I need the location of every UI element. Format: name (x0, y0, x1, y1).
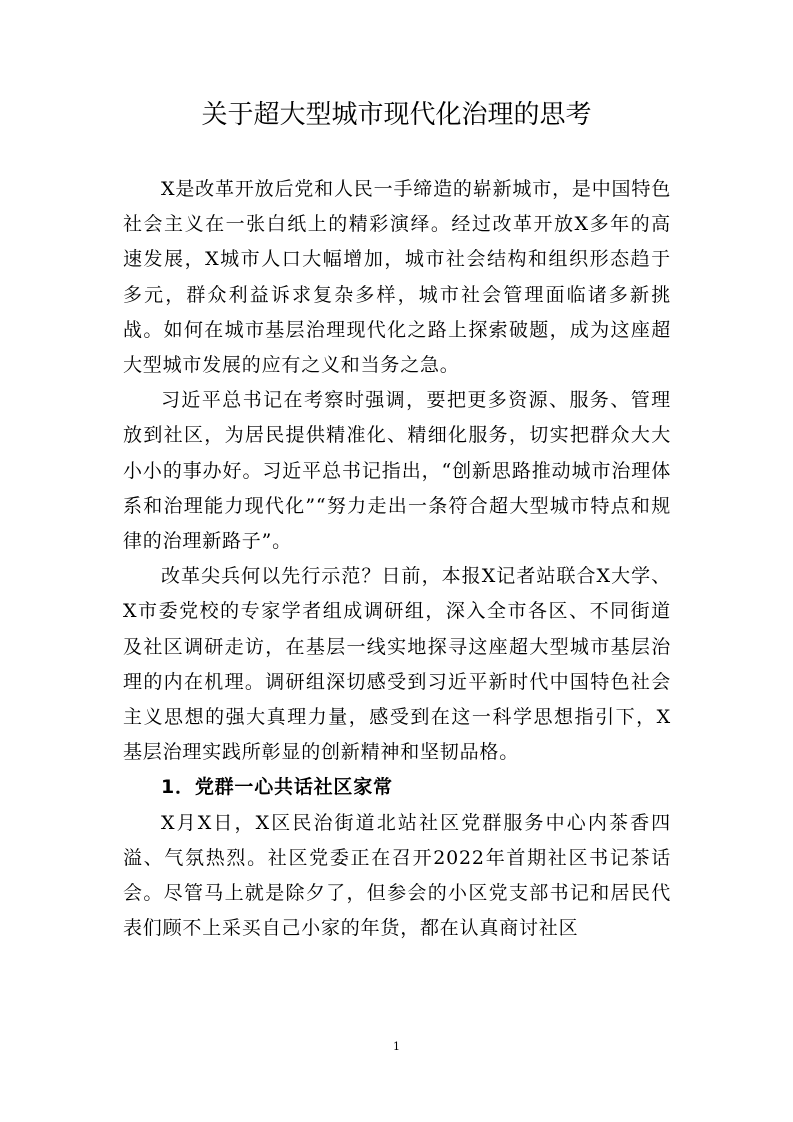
paragraph-intro: X是改革开放后党和人民一手缔造的崭新城市，是中国特色社会主义在一张白纸上的精彩演绎。经过改革开放X多年的高速发展，X城市人口大幅增加，城市社会结构和组织形态趋于多元，群众利益诉求复杂多样，城市社会管理面临诸多新挑战。如何在城市基层治理现代化之路上探索破题，成为这座超大型城市发展的应有之义和当务之急。 (123, 178, 671, 377)
paragraph-section-1: X月X日，X区民治街道北站社区党群服务中心内茶香四溢、气氛热烈。社区党委正在召开2022年首期社区书记茶话会。尽管马上就是除夕了，但参会的小区党支部书记和居民代表们顾不上采买自己小家的年货，都在认真商讨社区 (123, 811, 671, 940)
paragraph-quote: 习近平总书记在考察时强调，要把更多资源、服务、管理放到社区，为居民提供精准化、精细化服务，切实把群众大大小小的事办好。习近平总书记指出，“创新思路推动城市治理体系和治理能力现代化”“努力走出一条符合超大型城市特点和规律的治理新路子”。 (123, 389, 671, 553)
document-title: 关于超大型城市现代化治理的思考 (201, 100, 592, 130)
paragraph-research: 改革尖兵何以先行示范？日前，本报X记者站联合X大学、X市委党校的专家学者组成调研组，深入全市各区、不同街道及社区调研走访，在基层一线实地探寻这座超大型城市基层治理的内在机理。调研组深切感受到习近平新时代中国特色社会主义思想的强大真理力量，感受到在这一科学思想指引下，X基层治理实践所彰显的创新精神和坚韧品格。 (123, 565, 671, 764)
section-heading: 1．党群一心共话社区家常 (161, 776, 393, 799)
document-body (123, 172, 671, 946)
page-number: 1 (393, 1040, 400, 1053)
